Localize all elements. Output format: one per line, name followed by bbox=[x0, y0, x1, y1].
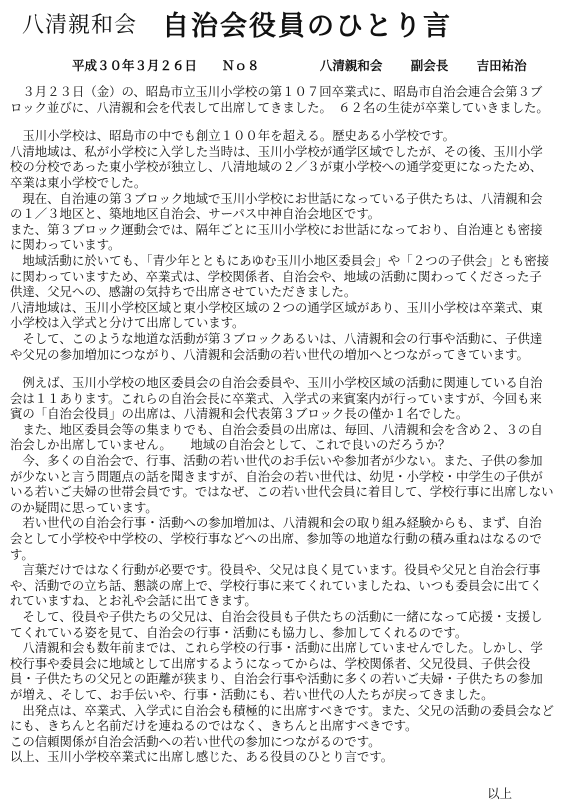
paragraph: また、第３ブロック運動会では、隔年ごとに玉川小学校にお世話になっており、自治連とも密接に関わっています。 bbox=[10, 221, 543, 253]
paragraph: 玉川小学校は、昭島市の中でも創立１００年を超える。歴史ある小学校です。 bbox=[10, 128, 456, 144]
paragraph: 地域活動に於いても、「青少年とともにあゆむ玉川小地区委員会」や「２つの子供会」とも密接に関わっていますため、卒業式は、学校関係者、自治会や、地域の活動に関わってくださった子供達、父兄への、感謝の気持ちで出席させていただきました。 bbox=[10, 252, 549, 300]
author-org: 八清親和会 bbox=[319, 58, 383, 73]
paragraph: 出発点は、卒業式、入学式に自治会も積極的に出席すべきです。また、父兄の活動の委員会などにも、きちんと名前だけを連ねるのではなく、きちんと出席すべきです。 bbox=[10, 702, 554, 734]
paragraph: 以上、玉川小学校卒業式に出席し感じた、ある役員のひとり言です。 bbox=[10, 749, 394, 765]
article-body bbox=[10, 84, 554, 765]
issue-date: 平成３０年３月２６日 Ｎｏ８ bbox=[72, 58, 260, 73]
paragraph: 八清地域は、私が小学校に入学した当時は、玉川小学校が通学区域でしたが、その後、玉川小学校の分校であった東小学校が独立し、八清地域の２／３が東小学校への通学変更になったため、卒業は東小学校でした。 bbox=[10, 143, 543, 190]
issue-meta bbox=[72, 56, 556, 74]
header bbox=[12, 0, 552, 52]
closing-mark: 以上 bbox=[487, 786, 512, 801]
paragraph: 言葉だけではなく行動が必要です。役員や、父兄は良く見ています。役員や父兄と自治会行事や、活動での立ち話、懇談の席上で、学校行事に来てくれていましたね、いつも委員会に出てくれていますね、とお礼や会話に出てきます。 bbox=[10, 562, 543, 609]
author-name: 吉田祐治 bbox=[476, 58, 527, 73]
paragraph: この信頼関係が自治会活動への若い世代の参加につながるのです。 bbox=[10, 733, 381, 749]
paragraph-gap bbox=[10, 115, 554, 128]
paragraph: ３月２３日（金）の、昭島市立玉川小学校の第１０７回卒業式に、昭島市自治会連合会第３ブロック並びに、八清親和会を代表して出席してきました。 ６２名の生徒が卒業していきました。 bbox=[10, 84, 549, 115]
paragraph-gap bbox=[10, 362, 554, 375]
paragraph: 若い世代の自治会行事・活動への参加増加は、八清親和会の取り組み経験からも、まず、自治会として小学校や中学校の、学校行事などへの出席、参加等の地道な行動の積み重ねはなるのです。 bbox=[10, 515, 542, 562]
paragraph: また、地区委員会等の集まりでも、自治会委員の出席は、毎回、八清親和会を含め２、３の自治会しか出席していません。 地域の自治会として、これで良いのだろうか？ bbox=[10, 421, 543, 453]
author-role: 副会長 bbox=[410, 58, 449, 73]
paragraph: 現在、自治連の第３ブロック地域で玉川小学校にお世話になっている子供たちは、八清親和会の１／３地区と、築地地区自治会、サーパス中神自治会地区です。 bbox=[10, 190, 543, 222]
page-title: 自治会役員のひとり言 bbox=[162, 11, 452, 42]
paragraph: 八清地域は、玉川小学校区域と東小学校区域の２つの通学区域があり、玉川小学校は卒業式、東小学校は入学式と分けて出席しています。 bbox=[10, 299, 543, 331]
paragraph: 今、多くの自治会で、行事、活動の若い世代のお手伝いや参加者が少ない。また、子供の参加が少ないと言う問題点の話を聞きますが、自治会の若い世代は、幼児・小学校・中学生の子供がいる若いご夫婦の世帯会員です。ではなぜ、この若い世代会員に着目して、学校行事に出席しないのか疑問に思っています。 bbox=[10, 453, 554, 515]
paragraph: 八清親和会も数年前までは、これら学校の行事・活動に出席していませんでした。しかし、学校行事や委員会に地域として出席するようになってからは、学校関係者、父兄役員、子供会役員・子供たちの父兄との距離が狭まり、自治会行事や活動に多くの若いご夫婦・子供たちの参加が増え、そして、お手伝いや、行事・活動にも、若い世代の人たちが戻ってきました。 bbox=[10, 640, 543, 702]
paragraph: 例えば、玉川小学校の地区委員会の自治会委員や、玉川小学校区域の活動に関連している自治会は１１あります。これらの自治会長に卒業式、入学式の来賓案内が行っていますが、今回も来賓の「自治会役員」の出席は、八清親和会代表第３ブロック長の僅か１名でした。 bbox=[10, 375, 543, 422]
paragraph: そして、役員や子供たちの父兄は、自治会役員も子供たちの活動に一緒になって応援・支援してくれている姿を見て、自治会の行事・活動にも協力し、参加してくれるのです。 bbox=[10, 609, 543, 640]
org-name: 八清親和会 bbox=[22, 13, 138, 38]
paragraph: そして、このような地道な活動が第３ブロックあるいは、八清親和会の行事や活動に、子供達や父兄の参加増加につながり、八清親和会活動の若い世代の増加へとつながってきています。 bbox=[10, 330, 543, 362]
